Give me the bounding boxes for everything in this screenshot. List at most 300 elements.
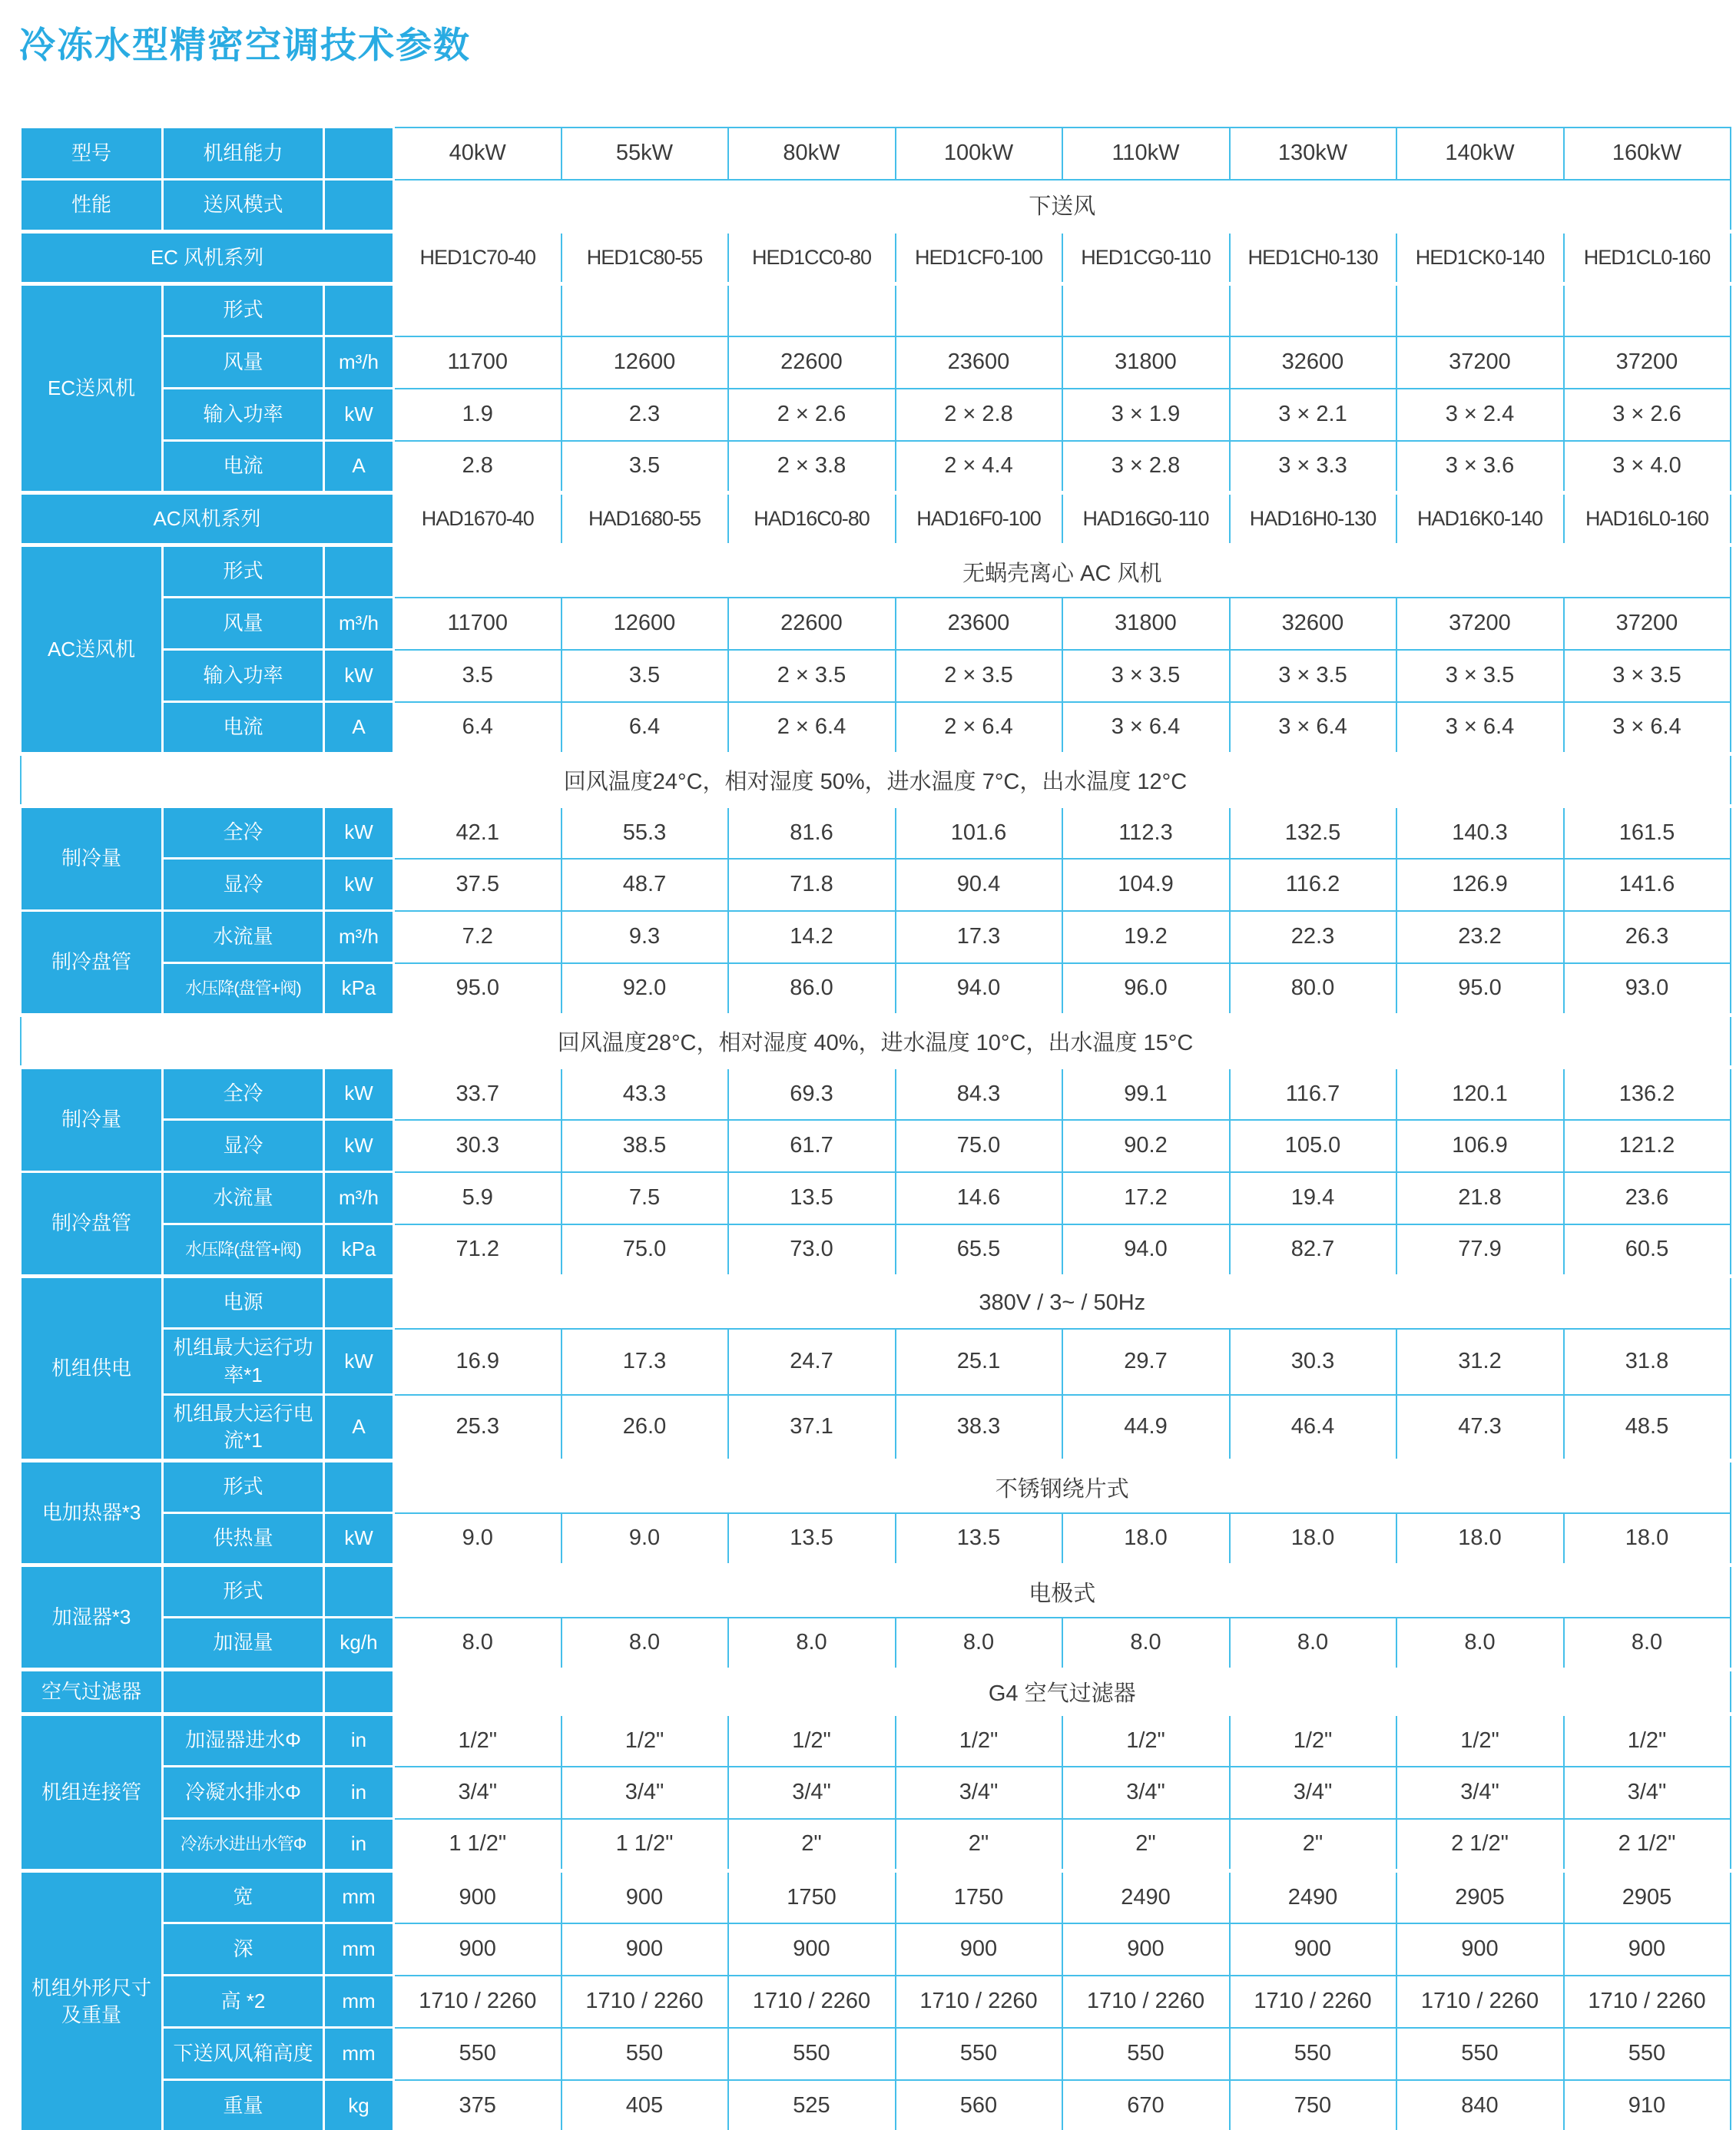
row-label-cell: 加湿器进水Φ bbox=[163, 1714, 324, 1767]
value-cell: 30.3 bbox=[394, 1120, 562, 1172]
value-cell: 22.3 bbox=[1230, 911, 1396, 963]
group-label-cell: 机组连接管 bbox=[21, 1714, 163, 1871]
row-label-cell: 输入功率 bbox=[163, 650, 324, 702]
value-cell: 99.1 bbox=[1062, 1068, 1230, 1120]
value-cell: 3/4" bbox=[896, 1767, 1062, 1819]
table-row bbox=[21, 545, 1731, 598]
group-label-cell: 制冷盘管 bbox=[21, 1172, 163, 1277]
value-cell: 32600 bbox=[1230, 336, 1396, 389]
value-cell bbox=[562, 284, 728, 336]
value-cell: 3 × 3.3 bbox=[1230, 441, 1396, 493]
value-cell bbox=[394, 284, 562, 336]
table-row bbox=[21, 1871, 1731, 1923]
value-cell: 1710 / 2260 bbox=[728, 1976, 896, 2028]
row-label-cell: 输入功率 bbox=[163, 389, 324, 441]
value-cell: 1710 / 2260 bbox=[1230, 1976, 1396, 2028]
value-cell: 8.0 bbox=[1396, 1618, 1564, 1670]
value-cell: 90.4 bbox=[896, 859, 1062, 911]
value-cell: 94.0 bbox=[1062, 1224, 1230, 1277]
value-cell: 8.0 bbox=[728, 1618, 896, 1670]
table-row bbox=[21, 1923, 1731, 1976]
unit-cell: A bbox=[324, 1395, 394, 1461]
unit-cell: A bbox=[324, 441, 394, 493]
value-cell: 8.0 bbox=[394, 1618, 562, 1670]
table-row bbox=[21, 1224, 1731, 1277]
value-cell: 2905 bbox=[1396, 1871, 1564, 1923]
column-header-cell: 160kW bbox=[1564, 128, 1731, 180]
table-row bbox=[21, 1172, 1731, 1224]
value-cell: 19.2 bbox=[1062, 911, 1230, 963]
row-label-cell: 形式 bbox=[163, 1461, 324, 1513]
value-cell: 60.5 bbox=[1564, 1224, 1731, 1277]
series-value-cell: HED1C80-55 bbox=[562, 232, 728, 284]
spec-table-body bbox=[21, 128, 1731, 2130]
table-row bbox=[21, 2080, 1731, 2130]
value-cell: 75.0 bbox=[562, 1224, 728, 1277]
value-cell: 80.0 bbox=[1230, 963, 1396, 1015]
table-row bbox=[21, 389, 1731, 441]
unit-cell bbox=[324, 545, 394, 598]
value-cell bbox=[1564, 284, 1731, 336]
row-label-cell: 高 *2 bbox=[163, 1976, 324, 2028]
table-row bbox=[21, 441, 1731, 493]
value-cell: 65.5 bbox=[896, 1224, 1062, 1277]
group-label-cell: 性能 bbox=[21, 180, 163, 232]
row-label-cell: 形式 bbox=[163, 284, 324, 336]
series-label-cell: EC 风机系列 bbox=[21, 232, 394, 284]
value-cell: 106.9 bbox=[1396, 1120, 1564, 1172]
row-label-cell: 宽 bbox=[163, 1871, 324, 1923]
value-cell: 1/2" bbox=[1062, 1714, 1230, 1767]
column-header-cell: 110kW bbox=[1062, 128, 1230, 180]
table-row bbox=[21, 1395, 1731, 1461]
row-label-cell: 水压降(盘管+阀) bbox=[163, 963, 324, 1015]
table-row bbox=[21, 180, 1731, 232]
value-cell: 43.3 bbox=[562, 1068, 728, 1120]
value-cell: 2 × 3.5 bbox=[728, 650, 896, 702]
series-value-cell: HED1CL0-160 bbox=[1564, 232, 1731, 284]
value-cell: 48.7 bbox=[562, 859, 728, 911]
series-label-cell: AC风机系列 bbox=[21, 493, 394, 545]
value-cell: 14.6 bbox=[896, 1172, 1062, 1224]
value-cell: 32600 bbox=[1230, 598, 1396, 650]
value-cell: 3 × 2.4 bbox=[1396, 389, 1564, 441]
table-row bbox=[21, 1015, 1731, 1068]
value-cell: 900 bbox=[1062, 1923, 1230, 1976]
row-label-cell: 形式 bbox=[163, 545, 324, 598]
value-cell: 48.5 bbox=[1564, 1395, 1731, 1461]
unit-cell: A bbox=[324, 702, 394, 754]
value-cell: 2490 bbox=[1062, 1871, 1230, 1923]
value-cell: 3 × 6.4 bbox=[1230, 702, 1396, 754]
value-cell: 37200 bbox=[1564, 598, 1731, 650]
row-label-cell: 机组最大运行电流*1 bbox=[163, 1395, 324, 1461]
value-cell: 1 1/2" bbox=[394, 1819, 562, 1871]
row-label-cell: 显冷 bbox=[163, 859, 324, 911]
group-label-cell: AC送风机 bbox=[21, 545, 163, 754]
value-cell: 3 × 6.4 bbox=[1564, 702, 1731, 754]
value-cell: 37200 bbox=[1396, 336, 1564, 389]
value-cell: 1/2" bbox=[728, 1714, 896, 1767]
unit-cell bbox=[324, 128, 394, 180]
group-label-cell: 制冷量 bbox=[21, 807, 163, 911]
value-cell: 900 bbox=[896, 1923, 1062, 1976]
value-cell: 18.0 bbox=[1396, 1513, 1564, 1565]
group-label-cell: 制冷量 bbox=[21, 1068, 163, 1172]
unit-cell: kPa bbox=[324, 1224, 394, 1277]
value-cell: 3/4" bbox=[728, 1767, 896, 1819]
value-cell: 1/2" bbox=[1230, 1714, 1396, 1767]
unit-cell: kW bbox=[324, 1120, 394, 1172]
value-cell: 1 1/2" bbox=[562, 1819, 728, 1871]
value-cell: 14.2 bbox=[728, 911, 896, 963]
unit-cell bbox=[324, 180, 394, 232]
value-cell: 140.3 bbox=[1396, 807, 1564, 859]
row-label-cell bbox=[163, 1670, 324, 1714]
row-label-cell: 风量 bbox=[163, 598, 324, 650]
value-cell: 81.6 bbox=[728, 807, 896, 859]
table-row bbox=[21, 1513, 1731, 1565]
value-cell: 22600 bbox=[728, 336, 896, 389]
value-cell: 375 bbox=[394, 2080, 562, 2130]
value-cell: 7.2 bbox=[394, 911, 562, 963]
group-label-cell: EC送风机 bbox=[21, 284, 163, 493]
value-cell: 2 1/2" bbox=[1396, 1819, 1564, 1871]
unit-cell: kW bbox=[324, 1068, 394, 1120]
value-cell: 101.6 bbox=[896, 807, 1062, 859]
unit-cell bbox=[324, 1461, 394, 1513]
table-row bbox=[21, 128, 1731, 180]
value-cell: 3.5 bbox=[562, 650, 728, 702]
value-cell bbox=[1230, 284, 1396, 336]
value-cell: 900 bbox=[1564, 1923, 1731, 1976]
value-cell: 3 × 2.8 bbox=[1062, 441, 1230, 493]
table-row bbox=[21, 963, 1731, 1015]
table-row bbox=[21, 1329, 1731, 1395]
table-row bbox=[21, 1618, 1731, 1670]
row-label-cell: 机组最大运行功率*1 bbox=[163, 1329, 324, 1395]
value-cell: 1710 / 2260 bbox=[1564, 1976, 1731, 2028]
row-label-cell: 水流量 bbox=[163, 911, 324, 963]
unit-cell: in bbox=[324, 1767, 394, 1819]
value-cell: 2 × 6.4 bbox=[896, 702, 1062, 754]
value-cell: 31800 bbox=[1062, 336, 1230, 389]
row-label-cell: 全冷 bbox=[163, 1068, 324, 1120]
column-header-cell: 40kW bbox=[394, 128, 562, 180]
row-label-cell: 电流 bbox=[163, 702, 324, 754]
span-value-cell: 无蜗壳离心 AC 风机 bbox=[394, 545, 1731, 598]
value-cell: 3 × 3.5 bbox=[1230, 650, 1396, 702]
series-value-cell: HED1CG0-110 bbox=[1062, 232, 1230, 284]
value-cell: 900 bbox=[394, 1871, 562, 1923]
value-cell: 3/4" bbox=[1564, 1767, 1731, 1819]
row-label-cell: 电源 bbox=[163, 1277, 324, 1329]
group-label-cell: 加湿器*3 bbox=[21, 1565, 163, 1670]
value-cell: 8.0 bbox=[1062, 1618, 1230, 1670]
value-cell: 2 × 6.4 bbox=[728, 702, 896, 754]
value-cell: 17.2 bbox=[1062, 1172, 1230, 1224]
value-cell: 9.0 bbox=[562, 1513, 728, 1565]
unit-cell: m³/h bbox=[324, 336, 394, 389]
value-cell: 560 bbox=[896, 2080, 1062, 2130]
series-value-cell: HED1CH0-130 bbox=[1230, 232, 1396, 284]
value-cell: 3.5 bbox=[394, 650, 562, 702]
value-cell: 910 bbox=[1564, 2080, 1731, 2130]
table-row bbox=[21, 232, 1731, 284]
group-label-cell: 制冷盘管 bbox=[21, 911, 163, 1015]
unit-cell: in bbox=[324, 1819, 394, 1871]
value-cell: 31800 bbox=[1062, 598, 1230, 650]
value-cell: 3 × 3.6 bbox=[1396, 441, 1564, 493]
table-row bbox=[21, 2028, 1731, 2080]
row-label-cell: 深 bbox=[163, 1923, 324, 1976]
table-row bbox=[21, 859, 1731, 911]
span-value-cell: 下送风 bbox=[394, 180, 1731, 232]
value-cell: 95.0 bbox=[1396, 963, 1564, 1015]
value-cell: 16.9 bbox=[394, 1329, 562, 1395]
row-label-cell: 下送风风箱高度 bbox=[163, 2028, 324, 2080]
value-cell: 13.5 bbox=[896, 1513, 1062, 1565]
row-label-cell: 电流 bbox=[163, 441, 324, 493]
table-row bbox=[21, 493, 1731, 545]
value-cell: 550 bbox=[562, 2028, 728, 2080]
value-cell: 44.9 bbox=[1062, 1395, 1230, 1461]
value-cell: 18.0 bbox=[1564, 1513, 1731, 1565]
value-cell: 37.1 bbox=[728, 1395, 896, 1461]
row-label-cell: 送风模式 bbox=[163, 180, 324, 232]
value-cell: 3 × 6.4 bbox=[1396, 702, 1564, 754]
value-cell: 2.3 bbox=[562, 389, 728, 441]
row-label-cell: 全冷 bbox=[163, 807, 324, 859]
value-cell bbox=[1062, 284, 1230, 336]
value-cell: 92.0 bbox=[562, 963, 728, 1015]
value-cell: 8.0 bbox=[1564, 1618, 1731, 1670]
series-value-cell: HAD16F0-100 bbox=[896, 493, 1062, 545]
value-cell: 2" bbox=[728, 1819, 896, 1871]
value-cell: 3 × 3.5 bbox=[1564, 650, 1731, 702]
row-label-cell: 冷冻水进出水管Φ bbox=[163, 1819, 324, 1871]
value-cell: 3 × 4.0 bbox=[1564, 441, 1731, 493]
unit-cell: kg bbox=[324, 2080, 394, 2130]
group-label-cell: 空气过滤器 bbox=[21, 1670, 163, 1714]
value-cell: 2" bbox=[1230, 1819, 1396, 1871]
column-header-cell: 100kW bbox=[896, 128, 1062, 180]
value-cell: 37200 bbox=[1396, 598, 1564, 650]
condition-row-text: 回风温度24°C，相对湿度 50%，进水温度 7°C，出水温度 12°C bbox=[21, 754, 1731, 807]
unit-cell: kW bbox=[324, 859, 394, 911]
group-label-cell: 机组外形尺寸及重量 bbox=[21, 1871, 163, 2130]
unit-cell: mm bbox=[324, 1976, 394, 2028]
row-label-cell: 显冷 bbox=[163, 1120, 324, 1172]
value-cell: 61.7 bbox=[728, 1120, 896, 1172]
unit-cell: kW bbox=[324, 1513, 394, 1565]
value-cell: 750 bbox=[1230, 2080, 1396, 2130]
value-cell: 1750 bbox=[896, 1871, 1062, 1923]
table-row bbox=[21, 1976, 1731, 2028]
unit-cell: mm bbox=[324, 1923, 394, 1976]
group-label-cell: 电加热器*3 bbox=[21, 1461, 163, 1565]
value-cell: 550 bbox=[896, 2028, 1062, 2080]
unit-cell bbox=[324, 1565, 394, 1618]
unit-cell: kPa bbox=[324, 963, 394, 1015]
value-cell: 3 × 2.6 bbox=[1564, 389, 1731, 441]
value-cell: 900 bbox=[728, 1923, 896, 1976]
value-cell: 900 bbox=[1396, 1923, 1564, 1976]
value-cell: 38.5 bbox=[562, 1120, 728, 1172]
series-value-cell: HED1CK0-140 bbox=[1396, 232, 1564, 284]
value-cell: 2" bbox=[896, 1819, 1062, 1871]
value-cell: 12600 bbox=[562, 336, 728, 389]
column-header-cell: 130kW bbox=[1230, 128, 1396, 180]
value-cell: 550 bbox=[1230, 2028, 1396, 2080]
spec-table bbox=[19, 126, 1731, 2130]
table-row bbox=[21, 650, 1731, 702]
value-cell: 3/4" bbox=[1396, 1767, 1564, 1819]
value-cell: 42.1 bbox=[394, 807, 562, 859]
value-cell: 132.5 bbox=[1230, 807, 1396, 859]
value-cell: 3 × 1.9 bbox=[1062, 389, 1230, 441]
value-cell: 18.0 bbox=[1230, 1513, 1396, 1565]
column-header-cell: 80kW bbox=[728, 128, 896, 180]
value-cell: 2905 bbox=[1564, 1871, 1731, 1923]
value-cell: 1710 / 2260 bbox=[394, 1976, 562, 2028]
column-header-cell: 140kW bbox=[1396, 128, 1564, 180]
value-cell: 25.1 bbox=[896, 1329, 1062, 1395]
value-cell: 9.0 bbox=[394, 1513, 562, 1565]
row-label-cell: 风量 bbox=[163, 336, 324, 389]
value-cell: 116.2 bbox=[1230, 859, 1396, 911]
value-cell: 900 bbox=[562, 1871, 728, 1923]
value-cell: 29.7 bbox=[1062, 1329, 1230, 1395]
value-cell: 23.6 bbox=[1564, 1172, 1731, 1224]
value-cell: 24.7 bbox=[728, 1329, 896, 1395]
value-cell: 71.8 bbox=[728, 859, 896, 911]
unit-cell: m³/h bbox=[324, 598, 394, 650]
series-value-cell: HED1C70-40 bbox=[394, 232, 562, 284]
value-cell: 2 × 4.4 bbox=[896, 441, 1062, 493]
value-cell: 840 bbox=[1396, 2080, 1564, 2130]
value-cell bbox=[728, 284, 896, 336]
value-cell: 23600 bbox=[896, 598, 1062, 650]
value-cell: 75.0 bbox=[896, 1120, 1062, 1172]
value-cell: 2 × 2.6 bbox=[728, 389, 896, 441]
value-cell bbox=[1396, 284, 1564, 336]
value-cell: 94.0 bbox=[896, 963, 1062, 1015]
value-cell: 26.0 bbox=[562, 1395, 728, 1461]
table-row bbox=[21, 1767, 1731, 1819]
value-cell: 9.3 bbox=[562, 911, 728, 963]
value-cell: 46.4 bbox=[1230, 1395, 1396, 1461]
row-label-cell: 加湿量 bbox=[163, 1618, 324, 1670]
value-cell: 3 × 6.4 bbox=[1062, 702, 1230, 754]
row-label-cell: 形式 bbox=[163, 1565, 324, 1618]
value-cell: 2 × 3.5 bbox=[896, 650, 1062, 702]
value-cell: 21.8 bbox=[1396, 1172, 1564, 1224]
value-cell: 112.3 bbox=[1062, 807, 1230, 859]
table-row bbox=[21, 754, 1731, 807]
value-cell: 11700 bbox=[394, 598, 562, 650]
value-cell: 121.2 bbox=[1564, 1120, 1731, 1172]
value-cell: 90.2 bbox=[1062, 1120, 1230, 1172]
value-cell: 12600 bbox=[562, 598, 728, 650]
value-cell: 3/4" bbox=[394, 1767, 562, 1819]
unit-cell: in bbox=[324, 1714, 394, 1767]
value-cell: 19.4 bbox=[1230, 1172, 1396, 1224]
value-cell: 2" bbox=[1062, 1819, 1230, 1871]
value-cell: 1.9 bbox=[394, 389, 562, 441]
value-cell: 670 bbox=[1062, 2080, 1230, 2130]
span-value-cell: 380V / 3~ / 50Hz bbox=[394, 1277, 1731, 1329]
series-value-cell: HAD16K0-140 bbox=[1396, 493, 1564, 545]
value-cell: 13.5 bbox=[728, 1172, 896, 1224]
value-cell: 104.9 bbox=[1062, 859, 1230, 911]
value-cell: 120.1 bbox=[1396, 1068, 1564, 1120]
unit-cell: mm bbox=[324, 1871, 394, 1923]
unit-cell: m³/h bbox=[324, 911, 394, 963]
value-cell: 105.0 bbox=[1230, 1120, 1396, 1172]
value-cell: 13.5 bbox=[728, 1513, 896, 1565]
table-row bbox=[21, 1714, 1731, 1767]
value-cell: 96.0 bbox=[1062, 963, 1230, 1015]
group-label-cell: 机组供电 bbox=[21, 1277, 163, 1461]
span-value-cell: 电极式 bbox=[394, 1565, 1731, 1618]
value-cell: 405 bbox=[562, 2080, 728, 2130]
table-row bbox=[21, 911, 1731, 963]
value-cell: 525 bbox=[728, 2080, 896, 2130]
value-cell: 3/4" bbox=[1062, 1767, 1230, 1819]
value-cell: 2490 bbox=[1230, 1871, 1396, 1923]
row-label-cell: 重量 bbox=[163, 2080, 324, 2130]
series-value-cell: HAD16C0-80 bbox=[728, 493, 896, 545]
series-value-cell: HAD16G0-110 bbox=[1062, 493, 1230, 545]
value-cell: 55.3 bbox=[562, 807, 728, 859]
value-cell: 141.6 bbox=[1564, 859, 1731, 911]
value-cell: 1/2" bbox=[896, 1714, 1062, 1767]
value-cell: 86.0 bbox=[728, 963, 896, 1015]
value-cell: 25.3 bbox=[394, 1395, 562, 1461]
value-cell: 1750 bbox=[728, 1871, 896, 1923]
table-row bbox=[21, 1565, 1731, 1618]
value-cell: 84.3 bbox=[896, 1068, 1062, 1120]
value-cell: 11700 bbox=[394, 336, 562, 389]
unit-cell bbox=[324, 284, 394, 336]
value-cell: 17.3 bbox=[562, 1329, 728, 1395]
value-cell: 3.5 bbox=[562, 441, 728, 493]
value-cell: 550 bbox=[728, 2028, 896, 2080]
row-label-cell: 冷凝水排水Φ bbox=[163, 1767, 324, 1819]
value-cell: 1710 / 2260 bbox=[896, 1976, 1062, 2028]
table-row bbox=[21, 1120, 1731, 1172]
value-cell: 1710 / 2260 bbox=[1396, 1976, 1564, 2028]
series-value-cell: HED1CC0-80 bbox=[728, 232, 896, 284]
value-cell: 126.9 bbox=[1396, 859, 1564, 911]
unit-cell bbox=[324, 1670, 394, 1714]
table-row bbox=[21, 598, 1731, 650]
value-cell: 3 × 2.1 bbox=[1230, 389, 1396, 441]
value-cell: 38.3 bbox=[896, 1395, 1062, 1461]
value-cell: 23600 bbox=[896, 336, 1062, 389]
value-cell: 2 × 3.8 bbox=[728, 441, 896, 493]
value-cell: 1/2" bbox=[1564, 1714, 1731, 1767]
value-cell: 3/4" bbox=[1230, 1767, 1396, 1819]
value-cell: 161.5 bbox=[1564, 807, 1731, 859]
value-cell: 3 × 3.5 bbox=[1396, 650, 1564, 702]
row-label-cell: 水流量 bbox=[163, 1172, 324, 1224]
value-cell: 8.0 bbox=[896, 1618, 1062, 1670]
value-cell: 1/2" bbox=[1396, 1714, 1564, 1767]
unit-cell: kW bbox=[324, 650, 394, 702]
value-cell: 2 1/2" bbox=[1564, 1819, 1731, 1871]
